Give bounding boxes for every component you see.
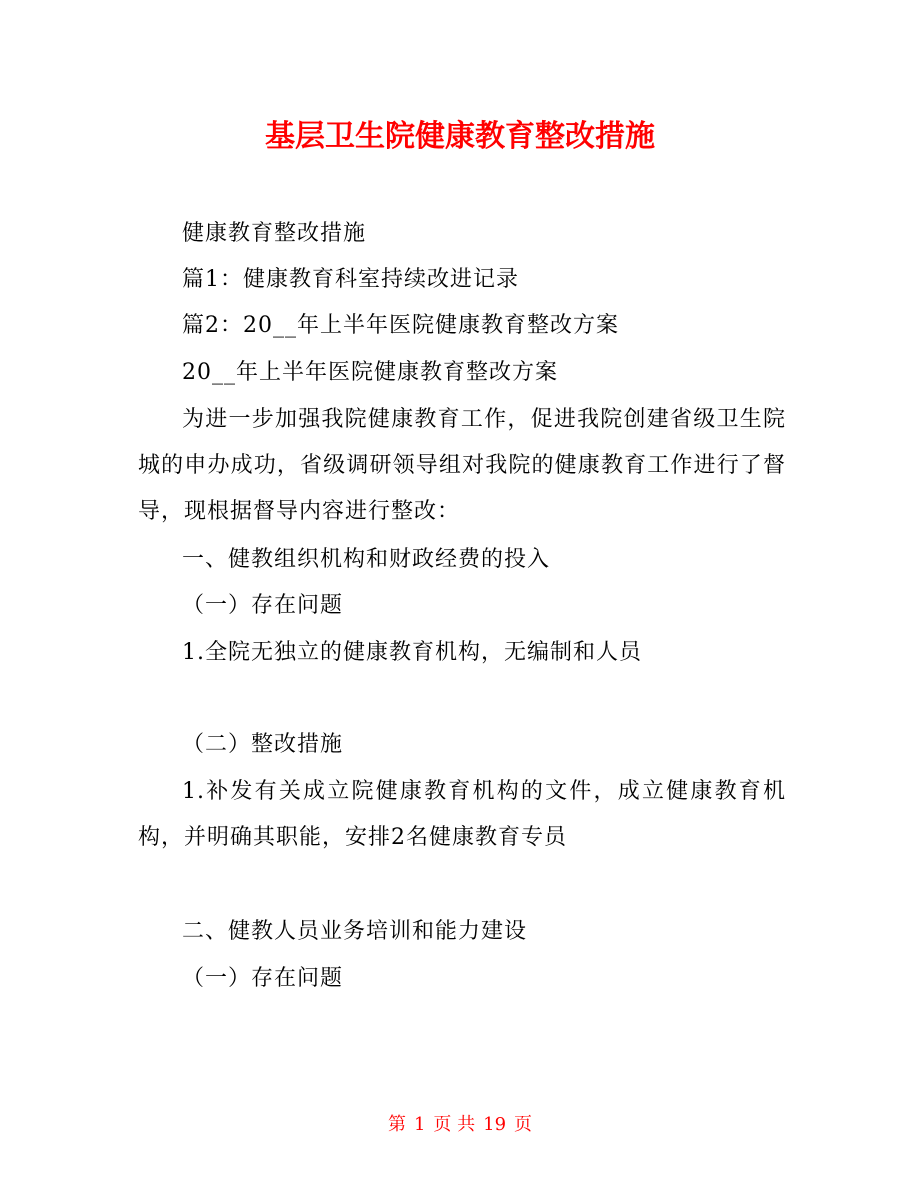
paragraph-subtitle: 健康教育整改措施 — [182, 221, 367, 246]
list-item-problem-1: 1.全院无独立的健康教育机构，无编制和人员 — [182, 640, 642, 665]
section-heading-2: 二、健教人员业务培训和能力建设 — [182, 919, 528, 944]
footer-page-number: 1 — [413, 1114, 426, 1135]
paragraph-intro: 为进一步加强我院健康教育工作，促进我院创建省级卫生院城的申办成功，省级调研领导组对我院的健康教育工作进行了督导，现根据督导内容进行整改： — [138, 407, 786, 524]
paragraph-plan-title: 20__年上半年医院健康教育整改方案 — [182, 360, 558, 385]
footer-middle: 页 共 — [433, 1114, 476, 1135]
paragraph-part1: 篇1：健康教育科室持续改进记录 — [182, 267, 519, 292]
subheading-measures-1: （二）整改措施 — [182, 732, 344, 757]
subheading-problems-1: （一）存在问题 — [182, 593, 344, 618]
paragraph-part2: 篇2：20__年上半年医院健康教育整改方案 — [182, 313, 619, 338]
list-item-measure-1: 1.补发有关成立院健康教育机构的文件，成立健康教育机构，并明确其职能，安排2名健康教育专员 — [138, 779, 786, 850]
footer-prefix: 第 — [387, 1114, 406, 1135]
document-title: 基层卫生院健康教育整改措施 — [265, 119, 655, 154]
section-heading-1: 一、健教组织机构和财政经费的投入 — [182, 547, 551, 572]
subheading-problems-2: （一）存在问题 — [182, 966, 344, 991]
footer-total-pages: 19 — [483, 1114, 507, 1135]
footer-suffix: 页 — [514, 1114, 533, 1135]
page-footer — [0, 1110, 920, 1140]
